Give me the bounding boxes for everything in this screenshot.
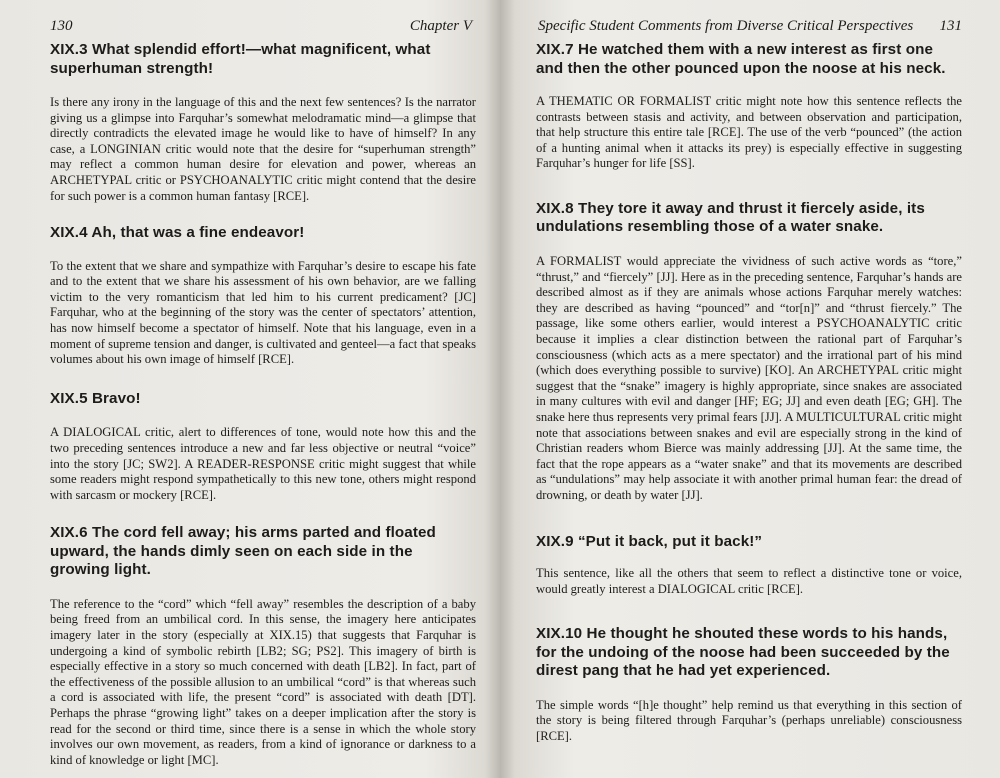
left-chapter-title: Chapter V xyxy=(409,18,472,34)
section-body: This sentence, like all the others that seem to reflect a distinctive tone or voice, would greatly interest a DIALOGICAL critic [RCE]. xyxy=(536,565,962,596)
section-body: A THEMATIC OR FORMALIST critic might note how this sentence reflects the contrasts between stasis and activity, and between observation and participation, that help structure this entire tale [RCE]. The use of the verb “pounced” (the action of a hunting animal when it attacks its prey) is especially effective in suggesting Farquhar’s hunger for life [SS]. xyxy=(536,94,962,171)
section-heading: XIX.4 Ah, that was a fine endeavor! xyxy=(50,224,305,242)
left-running-head xyxy=(50,16,476,36)
right-page-number: 131 xyxy=(939,18,962,34)
section-xix-6 xyxy=(50,524,476,768)
section-heading: XIX.7 He watched them with a new interest as first one and then the other pounced upon the noose at his neck. xyxy=(536,41,946,77)
section-body: The reference to the “cord” which “fell away” resembles the description of a baby being freed from an umbilical cord. In this sense, the imagery here anticipates imagery later in the story (especially at XIX.15) that suggests that Farquhar is undergoing a kind of symbolic rebirth [LB2; SG; PS2]. This imagery of birth is especially effective in a story so much concerned with death [LB2]. In fact, part of the effectiveness of the possible allusion to an umbilical “cord” is that whereas such a cord is associated with life, the present “cord” is associated with death [DT]. Perhaps the phrase “growing light” takes on a deeper implication after the story is read for the second or third time, since there is a sense in which the whole story involves our own movement, as readers, from a kind of ignorance or darkness to a kind of knowledge or light [MC]. xyxy=(50,596,476,767)
section-body: A DIALOGICAL critic, alert to differences of tone, would note how this and the two preceding sentences introduce a new and far less objective or neutral “voice” into the story [JC; SW2]. A READER-RESPONSE critic might suggest that while some readers might respond sympathetically to this new tone, others might respond with sarcasm or mockery [RCE]. xyxy=(50,425,476,502)
section-body: The simple words “[h]e thought” help remind us that everything in this section of the story is being filtered through Farquhar’s (perhaps unreliable) consciousness [RCE]. xyxy=(536,697,962,743)
section-heading: XIX.8 They tore it away and thrust it fiercely aside, its undulations resembling those of a water snake. xyxy=(536,199,925,236)
section-xix-4 xyxy=(50,224,476,368)
section-body: A FORMALIST would appreciate the vividness of such active words as “tore,” “thrust,” and “fiercely” [JJ]. Here as in the preceding sentence, Farquhar’s hands are described almost as if they are animals whose actions Farquhar merely watches: they are described as having “pounced” and “tor[n]” and “thrust fiercely.” The passage, like some others earlier, would interest a PSYCHOANALYTIC critic because it implies a clear distinction between the rational part of Farquhar’s consciousness (which acts as a mere spectator) and the irrational part of his mind (which does everything possible to survive) [KO]. An ARCHETYPAL critic might suggest that the “snake” imagery is highly appropriate, since snakes are associated in many cultures with evil and danger [HF; EG; JJ] and even death [EG; GH]. The snake here thus represents very primal fears [JJ]. A MULTICULTURAL critic might note that associations between snakes and evil are especially strong in the kind of Christian readers whom Bierce was mainly addressing [JJ]. At the same time, the fact that the rope appears as a “water snake” and that its movements are described as “undulations” may help associate it with another primal human fear: the dread of drowning, or death by water [JJ]. xyxy=(536,253,962,502)
section-body: Is there any irony in the language of this and the next few sentences? Is the narrator giving us a glimpse into Farquhar’s somewhat melodramatic mind—a glimpse that directly contradicts the elevated image he would like to have of himself? In any case, a LONGINIAN critic would note that the desire for “superhuman strength” may reflect a common human desire for elevation and power, whereas an ARCHETYPAL critic or PSYCHOANALYTIC critic might contend that the desire for such power is a common human fantasy [RCE]. xyxy=(50,95,476,203)
section-xix-7 xyxy=(536,41,962,172)
left-page-number: 130 xyxy=(50,18,73,34)
section-heading: XIX.10 He thought he shouted these words to his hands, for the undoing of the noose had been succeeded by the direst pang that he had yet experienced. xyxy=(536,625,950,680)
section-xix-8 xyxy=(536,200,962,504)
section-heading: XIX.3 What splendid effort!—what magnificent, what superhuman strength! xyxy=(50,41,431,77)
section-xix-10 xyxy=(536,625,962,744)
right-page xyxy=(500,0,1000,778)
section-body: To the extent that we share and sympathize with Farquhar’s desire to escape his fate and to the extent that we share his assessment of his own behavior, are we falling victim to the very romanticism that led him to his current predicament? [JC] Farquhar, who at the beginning of the story was the center of spectators’ attention, has now himself become a spectator of himself. Note that his language, even in a moment of supreme tension and danger, is cultivated and genteel—a fact that speaks volumes about his own image of himself [RCE]. xyxy=(50,258,476,367)
right-running-head xyxy=(536,16,962,36)
section-xix-5 xyxy=(50,390,476,503)
section-heading: XIX.6 The cord fell away; his arms parted and floated upward, the hands dimly seen on each side in the growing light. xyxy=(50,524,436,579)
right-chapter-title: Specific Student Comments from Diverse Critical Perspectives xyxy=(538,18,914,34)
section-xix-3 xyxy=(50,41,476,204)
section-heading: XIX.5 Bravo! xyxy=(50,389,141,407)
section-xix-9 xyxy=(536,533,962,597)
section-heading: XIX.9 “Put it back, put it back!” xyxy=(536,533,763,551)
